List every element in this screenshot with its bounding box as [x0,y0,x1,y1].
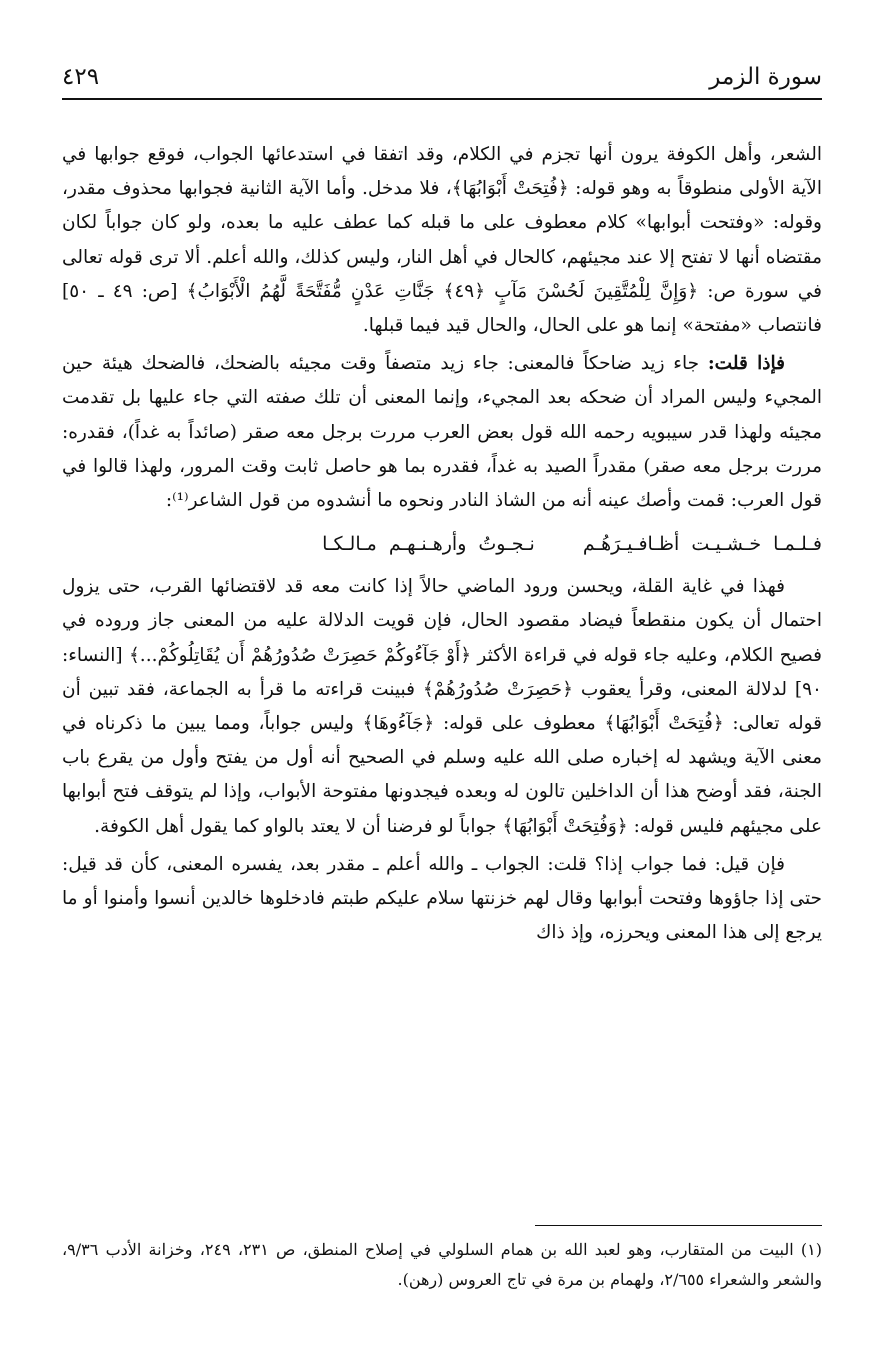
verse-hemistich-2: نـجـوتُ وأرهـنـهـم مـالـكـا [322,533,535,556]
page-number: ٤٢٩ [62,64,100,90]
paragraph-2-text: جاء زيد ضاحكاً فالمعنى: جاء زيد متصفاً وقت مجيئه بالضحك، فالضحك هيئة حين المجيء وليس المراد أن ضحكه بعد المجيء، وإنما المعنى أن تلك صفته التي جاء عليها بل تقدمت مجيئه ولهذا قدر سيبويه رحمه الله قول بعض العرب مررت برجل معه صقر (صائداً به غداً)، فقدره: مررت برجل معه صقر) مقدراً الصيد به غداً، فقدره بما هو حاصل ثابت وقت المرور، ولهذا قالوا في قول العرب: قمت وأصك عينه أنه من الشاذ النادر ونحوه ما أنشدوه من قول الشاعر⁽¹⁾: [62,353,822,512]
paragraph-1: الشعر، وأهل الكوفة يرون أنها تجزم في الكلام، وقد اتفقا في استدعائها الجواب، فوقع جوابها في الآية الأولى منطوقاً به وهو قوله: ﴿فُتِحَتْ أَبْوَابُهَا﴾، فلا مدخل. وأما الآية الثانية فجوابها محذوف مقدر، وقوله: «وفتحت أبوابها» كلام معطوف على ما قبله كما عطف عليه ما بعده، ولو كان جواباً لكان مقتضاه أنها لا تفتح إلا عند مجيئهم، كالحال في أهل النار، وليس كذلك، والله أعلم. ألا ترى قوله تعالى في سورة ص: ﴿وَإِنَّ لِلْمُتَّقِينَ لَحُسْنَ مَآبٍ ﴿٤٩﴾ جَنَّاتِ عَدْنٍ مُّفَتَّحَةً لَّهُمُ الْأَبْوَابُ﴾ [ص: ٤٩ ـ ٥٠] فانتصاب «مفتحة» إنما هو على الحال، والحال قيد فيما قبلها. [62,144,822,337]
footnote-1: (١) البيت من المتقارب، وهو لعبد الله بن همام السلولي في إصلاح المنطق، ص ٢٣١، ٢٤٩، وخزانة الأدب ٩/٣٦، والشعر والشعراء ٢/٦٥٥، ولهمام بن مرة في تاج العروس (رهن). [62,1240,822,1289]
main-text [62,138,822,950]
paragraph-4: فإن قيل: فما جواب إذا؟ قلت: الجواب ـ والله أعلم ـ مقدر بعد، يفسره المعنى، كأن قد قيل: حتى إذا جاؤوها وفتحت أبوابها وقال لهم خزنتها سلام عليكم طبتم فادخلوها خالدين أنسوا وأمنوا أو ما يرجع إلى هذا المعنى ويحرزه، وإذ ذاك [62,853,822,944]
footnote-divider [535,1225,822,1226]
paragraph-2-lead: فإذا قلت: [707,353,785,375]
paragraph-2 [62,347,822,518]
poetry-verse [62,524,822,564]
sura-title: سورة الزمر [709,64,822,90]
paragraph-3: فهذا في غاية القلة، ويحسن ورود الماضي حالاً إذا كانت معه قد لاقتضائها القرب، حتى يزول احتمال أن يكون منقطعاً فيضاد مقصود الحال، فإن قويت الدلالة عليه من المعنى جاز وروده في فصيح الكلام، وعليه جاء قوله في قراءة الأكثر ﴿أَوْ جَآءُوكُمْ حَصِرَتْ صُدُورُهُمْ أَن يُقَاتِلُوكُمْ...﴾ [النساء: ٩٠] لدلالة المعنى، وقرأ يعقوب ﴿حَصِرَتْ صُدُورُهُمْ﴾ فبينت قراءته ما قرأ به الجماعة، فقد تبين أن قوله تعالى: ﴿فُتِحَتْ أَبْوَابُهَا﴾ معطوف على قوله: ﴿جَآءُوهَا﴾ وليس جواباً، ومما يبين ما ذكرناه في معنى الآية ويشهد له إخباره صلى الله عليه وسلم في الصحيح أنه أول من يفتح وأول من يقرع باب الجنة، فقد أوضح هذا أن الداخلين تالون له وبعده فيجدونها مفتوحة الأبواب، وإذا لم يتوقف فتح أبوابها على مجيئهم فليس قوله: ﴿وَفُتِحَتْ أَبْوَابُهَا﴾ جواباً لو فرضنا أن لا يعتد بالواو كما يقول أهل الكوفة. [62,576,822,837]
footnotes [62,1235,822,1295]
header-divider [62,98,822,100]
verse-hemistich-1: فـلـمـا خـشـيـت أظـافـيـرَهُـم [582,533,822,556]
running-header [62,58,822,98]
